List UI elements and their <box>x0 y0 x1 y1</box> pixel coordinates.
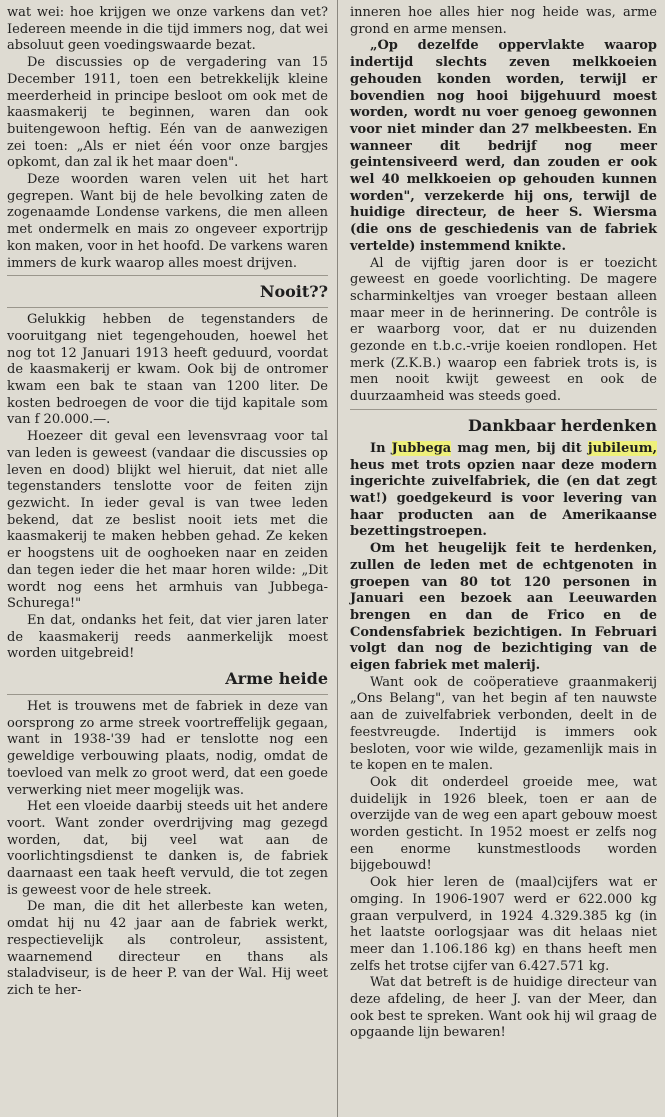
separator-line <box>7 694 328 695</box>
text-fragment: mag men, bij dit <box>451 440 588 456</box>
paragraph: Hoezeer dit geval een levensvraag voor tal van leden is geweest (vandaar die discussies op leven en dood) blijkt wel hieruit, dat niet alle tegenstanders tenslotte voor de feiten zijn gezwicht. In ieder geval is van twee leden bekend, dat ze beslist nooit iets met die kaasmakerij te maken hebben gehad. Ze keken er hoogstens uit de ooghoeken naar en zeiden dan tegen ieder die het maar horen wilde: „Dit wordt nog eens het armhuis van Jubbega-Schurega!" <box>7 429 328 612</box>
text-fragment: heus met trots opzien naar deze modern ingerichte zuivelfabriek, die (en dat zegt wat!) goedgekeurd is voor levering van haar producten aan de Amerikaanse bezettingstroepen. <box>350 457 657 540</box>
section-heading-nooit: Nooit?? <box>259 282 328 302</box>
paragraph: Het is trouwens met de fabriek in deze van oorsprong zo arme streek voortreffelijk gegaan, want in 1938-'39 had er tenslotte nog een geweldige verbouwing plaats, nodig, omdat de toevloed van melk zo groot werd, dat een goede verwerking niet meer mogelijk was. <box>7 699 328 798</box>
paragraph: De discussies op de vergadering van 15 December 1911, toen een betrekkelijk kleine meerderheid in principe besloot om ook met de kaasmakerij te beginnen, waren dan ook buitengewoon heftig. Eén van de aanwezigen zei toen: „Als er niet één voor onze bargjes opkomt, dan zal ik het maar doen". <box>7 55 328 171</box>
paragraph: Deze woorden waren velen uit het hart gegrepen. Want bij de hele bevolking zaten de zogenaamde Londense varkens, die men alleen met ondermelk en mais zo ongeveer exportrijp kon maken, voor in het hoofd. De varkens waren immers de kurk waarop alles moest drijven. <box>7 172 328 271</box>
column-divider <box>337 0 338 1117</box>
text-fragment: In <box>370 440 392 456</box>
paragraph: Gelukkig hebben de tegenstanders de vooruitgang niet tegengehouden, hoewel het nog tot 12 Januari 1913 heeft geduurd, voordat de kaasmakerij er kwam. Ook bij de ontromer kwam een bak te staan van 1200 liter. De kosten bedroegen de voor die tijd kapitale som van f 20.000.—. <box>7 312 328 428</box>
quote-paragraph: „Op dezelfde oppervlakte waarop indertijd slechts zeven melkkoeien gehouden konden worden, terwijl er bovendien nog hooi bijgehuurd moest worden, wordt nu voer genoeg gewonnen voor niet minder dan 27 melkbeesten. En wanneer dit bedrijf nog meer geintensiveerd werd, dan zouden er ook wel 40 melkkoeien op gehouden kunnen worden", verzekerde hij ons, terwijl de huidige directeur, de heer S. Wiersma (die ons de geschiedenis van de fabriek vertelde) instemmend knikte. <box>350 38 657 254</box>
paragraph: Het een vloeide daarbij steeds uit het andere voort. Want zonder overdrijving mag gezegd worden, dat, bij veel wat aan de voorlichtingsdienst te danken is, de fabriek daarnaast een taak heeft vervuld, die tot zegen is geweest voor de hele streek. <box>7 799 328 898</box>
right-column <box>343 0 665 1042</box>
paragraph: Ook hier leren de (maal)cijfers wat er omging. In 1906-1907 werd er 622.000 kg graan verpulverd, in 1924 4.329.385 kg (in het laatste oorlogsjaar was dit helaas niet meer dan 1.106.186 kg) en thans heeft men zelfs het trotse cijfer van 6.427.571 kg. <box>350 875 657 974</box>
section-heading-dankbaar: Dankbaar herdenken <box>467 415 657 435</box>
paragraph <box>350 441 657 541</box>
separator-line <box>7 307 328 308</box>
paragraph: Ook dit onderdeel groeide mee, wat duidelijk in 1926 bleek, toen er aan de overzijde van de weg een apart gebouw moest worden gesticht. In 1952 moest er zelfs nog een enorme kunstmestloods worden bijgebouwd! <box>350 774 657 874</box>
paragraph: Wat dat betreft is de huidige directeur van deze afdeling, de heer J. van der Meer, dan ook best te spreken. Want ook hij wil graag de opgaande lijn bewaren! <box>350 975 657 1041</box>
separator-line <box>7 275 328 276</box>
paragraph: De man, die dit het allerbeste kan weten, omdat hij nu 42 jaar aan de fabriek werkt, respectievelijk als controleur, assistent, waarnemend directeur en thans als staladviseur, is de heer P. van der Wal. Hij weet zich te her- <box>7 899 328 998</box>
highlight-jubbega: Jubbega <box>391 440 452 456</box>
paragraph: En dat, ondanks het feit, dat vier jaren later de kaasmakerij reeds aanmerkelijk moest worden uitgebreid! <box>7 612 328 662</box>
section-heading-arme-heide: Arme heide <box>225 669 328 689</box>
paragraph: Al de vijftig jaren door is er toezicht geweest en goede voorlichting. De magere scharminkeltjes van vroeger bestaan alleen maar meer in de herinnering. De contrôle is er waarborg voor, dat er nu duizenden gezonde en t.b.c.-vrije koeien rondlopen. Het merk (Z.K.B.) waarop een fabriek trots is, is men nooit kwijt geweest en ook de duurzaamheid was steeds goed. <box>350 255 657 405</box>
paragraph: inneren hoe alles hier nog heide was, arme grond en arme mensen. <box>350 5 657 37</box>
paragraph: Om het heugelijk feit te herdenken, zullen de leden met de echtgenoten in groepen van 80 tot 120 personen in Januari een bezoek aan Leeuwarden brengen en dan de Frico en de Condensfabriek bezichtigen. In Februari volgt dan nog de bezichtiging van de eigen fabriek met malerij. <box>350 541 657 674</box>
paragraph: Want ook de coöperatieve graanmakerij „Ons Belang", van het begin af ten nauwste aan de zuivelfabriek verbonden, deelt in de feestvreugde. Indertijd is immers ook besloten, voor wie wilde, gezamenlijk mais in te kopen en te malen. <box>350 674 657 774</box>
left-column <box>0 0 334 1000</box>
paragraph: wat wei: hoe krijgen we onze varkens dan vet? Iedereen meende in die tijd immers nog, dat wei absoluut geen voedingswaarde bezat. <box>7 5 328 54</box>
highlight-jubileum: jubileum, <box>587 440 657 456</box>
separator-line <box>350 409 657 410</box>
